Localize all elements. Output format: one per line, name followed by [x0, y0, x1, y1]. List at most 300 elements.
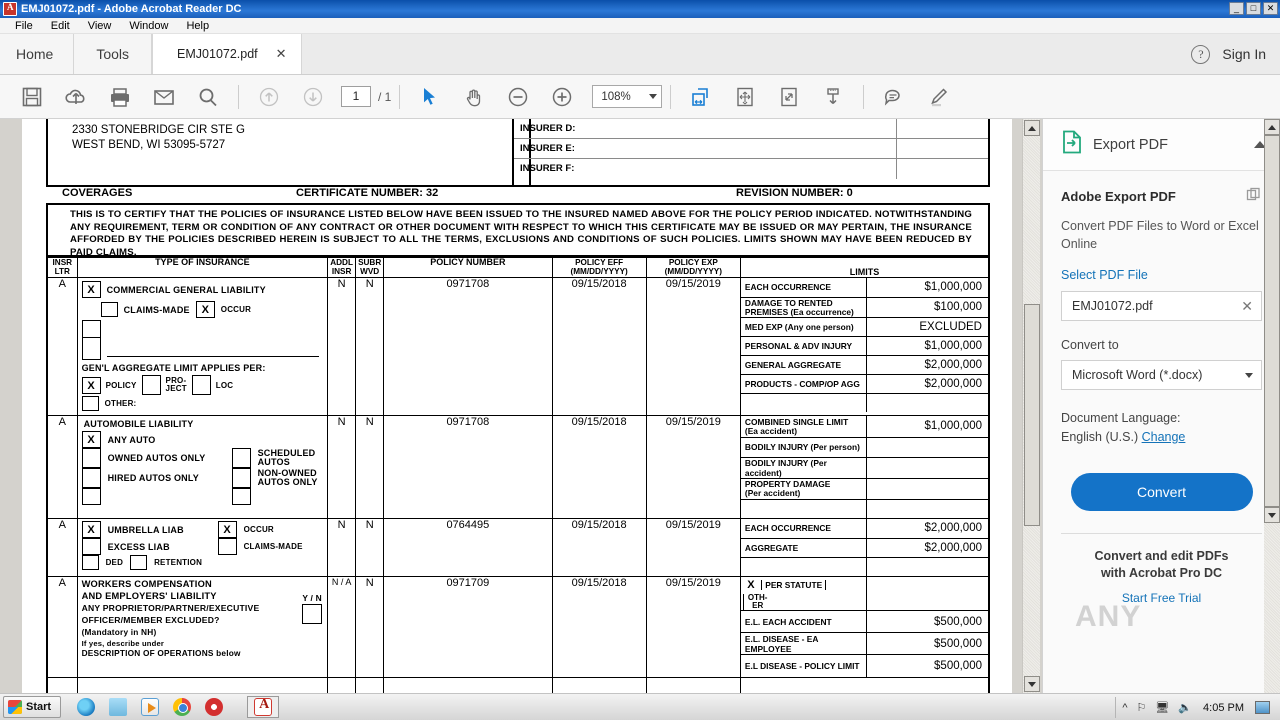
row2-owned-autos-checkbox[interactable] [82, 448, 101, 468]
row1-claims-made-checkbox[interactable] [101, 302, 118, 317]
menu-file[interactable]: File [15, 19, 33, 32]
network-icon[interactable]: 🖥 [1155, 702, 1170, 714]
row1-occur-label: OCCUR [220, 305, 252, 314]
row1-limit-value-6 [866, 393, 988, 412]
limit-row [741, 611, 988, 633]
export-pdf-panel-body [1043, 171, 1280, 605]
main-toolbar [0, 75, 1280, 119]
convert-to-select[interactable] [1061, 360, 1262, 390]
row1-policy-exp: 09/15/2019 [646, 278, 740, 416]
zoom-out-icon[interactable] [496, 75, 540, 119]
minimize-button[interactable]: _ [1229, 2, 1244, 15]
save-icon[interactable] [10, 75, 54, 119]
row2-any-auto-checkbox[interactable]: X [82, 431, 101, 448]
row4-limit-label-0: E.L. EACH ACCIDENT [741, 611, 866, 633]
limit-row [741, 317, 988, 336]
menu-help[interactable]: Help [186, 19, 210, 32]
row1-claims-made-label: CLAIMS-MADE [123, 304, 190, 315]
tab-strip [0, 34, 1280, 75]
tab-close-icon[interactable]: ✕ [275, 46, 287, 61]
row1-insr-ltr: A [47, 278, 77, 416]
limit-row [741, 297, 988, 317]
header-subr-wvd [356, 258, 384, 278]
row1-limits-cell [740, 278, 989, 416]
header-wvd: WVD [360, 267, 380, 276]
highlight-pen-icon[interactable] [916, 75, 960, 119]
address-line-1: 2330 STONEBRIDGE CIR STE G [72, 124, 245, 136]
row3-limits-table [741, 519, 988, 576]
row1-type-title: COMMERCIAL GENERAL LIABILITY [106, 284, 266, 295]
search-icon[interactable] [186, 75, 230, 119]
row1-project-label [166, 377, 187, 393]
tab-home[interactable]: Home [0, 34, 74, 74]
insurer-d-label: INSURER D: [514, 119, 897, 138]
row2-limit-label-1: BODILY INJURY (Per person) [741, 437, 866, 457]
limit-row [741, 499, 988, 518]
row1-limit-label-3: PERSONAL & ADV INJURY [741, 336, 866, 355]
header-subr: SUBR [358, 258, 382, 267]
insurer-row-e [514, 139, 988, 159]
media-player-icon[interactable] [141, 698, 159, 716]
revision-number-label: REVISION NUMBER: 0 [736, 187, 853, 199]
insurer-row-d [514, 119, 988, 139]
opera-icon[interactable] [205, 698, 223, 716]
row4-policy-number: 0971709 [384, 577, 552, 678]
row2-type-title: AUTOMOBILE LIABILITY [83, 419, 194, 429]
row1-project-label-2: JECT [165, 384, 187, 393]
row1-policy-label: POLICY [105, 380, 137, 390]
window-title-bar [0, 0, 1280, 18]
limit-row [741, 355, 988, 374]
toolbar-separator-3 [670, 85, 671, 109]
table-header-row [47, 258, 989, 278]
row3-limit-value-1: $2,000,000 [866, 538, 988, 557]
scroll-down-button[interactable] [1024, 676, 1040, 692]
row1-limit-label-1a: DAMAGE TO RENTED [744, 297, 833, 308]
row3-type-cell [77, 519, 328, 577]
row4-wc-line4: OFFICER/MEMBER EXCLUDED? [81, 615, 220, 625]
row3-excess-checkbox[interactable] [82, 538, 101, 555]
header-policy-eff-2: (MM/DD/YYYY) [570, 267, 628, 276]
sign-in-button[interactable]: Sign In [1222, 46, 1266, 62]
row2-policy-exp: 09/15/2019 [646, 416, 740, 519]
row2-hired-autos-label: HIRED AUTOS ONLY [107, 473, 199, 483]
document-language-label: Document Language: [1061, 411, 1181, 425]
certificate-number-label: CERTIFICATE NUMBER: 32 [296, 187, 439, 199]
panel-divider [1061, 533, 1262, 534]
insurer-e-label: INSURER E: [514, 139, 897, 158]
row2-limits-table [741, 416, 988, 518]
row2-limit-label-0a: COMBINED SINGLE LIMIT [744, 416, 849, 427]
row4-limit-label-2: E.L DISEASE - POLICY LIMIT [744, 660, 860, 671]
row2-blank-checkbox-1[interactable] [82, 488, 101, 505]
close-button[interactable]: ✕ [1263, 2, 1278, 15]
row1-subr-wvd: N [356, 278, 384, 416]
row4-wc-line3: ANY PROPRIETOR/PARTNER/EXECUTIVE [81, 603, 260, 613]
row3-limits-cell [740, 519, 989, 577]
start-button[interactable] [3, 696, 61, 718]
export-pdf-title: Export PDF [1093, 136, 1168, 153]
row3-policy-exp: 09/15/2019 [646, 519, 740, 577]
row3-excess-label: EXCESS LIAB [107, 541, 170, 552]
table-row [47, 577, 989, 678]
row3-insr-ltr: A [47, 519, 77, 577]
page-total-label: / 1 [378, 89, 392, 104]
limit-row [741, 538, 988, 557]
limit-row [741, 416, 988, 437]
header-policy-eff [552, 258, 646, 278]
row1-limit-label-6 [741, 393, 866, 412]
row2-limit-value-2 [866, 457, 988, 478]
row1-limit-label-0: EACH OCCURRENCE [741, 278, 866, 297]
chrome-icon[interactable] [173, 698, 191, 716]
header-type-of-insurance: TYPE OF INSURANCE [77, 258, 328, 278]
row2-policy-number: 0971708 [384, 416, 552, 519]
row4-limit-value-0: $500,000 [866, 611, 988, 633]
row4-wc-line5: (Mandatory in NH) [81, 627, 157, 637]
row5-addl-insr [328, 677, 356, 693]
row5-limits-cell [740, 677, 989, 693]
row4-per-statute-checkbox[interactable]: X [743, 577, 759, 594]
row4-addl-insr: N / A [328, 577, 356, 678]
insurer-row-f [514, 159, 988, 179]
row2-insr-ltr: A [47, 416, 77, 519]
header-ltr: LTR [54, 267, 70, 276]
row1-other-checkbox[interactable] [82, 396, 99, 411]
show-hidden-icons-icon[interactable]: ^ [1122, 701, 1128, 714]
document-language-row [1061, 428, 1262, 447]
row4-wc-line1: WORKERS COMPENSATION [81, 579, 212, 589]
row1-limit-value-2: EXCLUDED [866, 317, 988, 336]
header-insr2: INSR [331, 267, 352, 276]
row5-policy-eff [552, 677, 646, 693]
row2-scheduled-1: SCHEDULED [257, 448, 316, 458]
row1-limit-label-2: MED EXP (Any one person) [741, 317, 866, 336]
adobe-export-pdf-heading-row [1061, 187, 1262, 206]
row2-scheduled-autos-label [258, 449, 316, 467]
coverages-header-line [46, 187, 990, 203]
row1-limit-value-5: $2,000,000 [866, 374, 988, 393]
tab-tools[interactable]: Tools [74, 34, 152, 74]
address-line-2: WEST BEND, WI 53095-5727 [72, 139, 226, 151]
selected-file-name: EMJ01072.pdf [1072, 299, 1153, 313]
row3-limit-value-0: $2,000,000 [866, 519, 988, 538]
scrollbar-thumb[interactable] [1024, 304, 1040, 526]
row2-limit-label-3b: (Per accident) [744, 488, 801, 498]
row2-limit-label-3a: PROPERTY DAMAGE [744, 479, 831, 489]
system-tray [1115, 697, 1276, 718]
document-language-value: English (U.S.) [1061, 430, 1139, 444]
header-insr: INSR [52, 258, 73, 267]
panel-scroll-up-button[interactable] [1264, 119, 1280, 135]
row1-limit-label-1 [741, 297, 866, 317]
windows-taskbar [0, 693, 1280, 720]
document-language-block [1061, 409, 1262, 447]
row5-policy-number [384, 677, 552, 693]
row4-other-1: OTH- [747, 593, 768, 602]
taskbar-acrobat-task[interactable] [247, 696, 279, 718]
row3-policy-eff: 09/15/2018 [552, 519, 646, 577]
table-row [47, 519, 989, 577]
window-title: EMJ01072.pdf - Adobe Acrobat Reader DC [21, 3, 242, 15]
row2-addl-insr: N [328, 416, 356, 519]
row3-policy-number: 0764495 [384, 519, 552, 577]
row2-limit-value-3 [866, 478, 988, 499]
row5-policy-exp [646, 677, 740, 693]
document-viewport[interactable] [0, 119, 1042, 693]
header-limits: LIMITS [740, 258, 989, 278]
menu-edit[interactable]: Edit [50, 19, 70, 32]
row1-blank-checkbox-2[interactable] [82, 338, 101, 360]
menu-window[interactable]: Window [129, 19, 169, 32]
limit-row [741, 336, 988, 355]
zoom-in-icon[interactable] [540, 75, 584, 119]
flag-icon[interactable]: ⚐ [1136, 702, 1147, 714]
row3-occur-checkbox[interactable]: X [218, 521, 237, 538]
row2-nonowned-1: NON-OWNED [257, 468, 317, 478]
table-row [47, 278, 989, 416]
table-row [47, 416, 989, 519]
chevron-down-icon[interactable] [649, 94, 657, 99]
table-row-partial [47, 677, 989, 693]
convert-to-label: Convert to [1061, 338, 1119, 352]
row3-claims-made-label: CLAIMS-MADE [243, 542, 303, 551]
row1-other-label: OTHER: [104, 399, 137, 408]
row4-insr-ltr: A [47, 577, 77, 678]
row1-limit-label-5: PRODUCTS - COMP/OP AGG [741, 374, 866, 393]
limit-row [741, 278, 988, 297]
tab-strip-filler [302, 34, 1192, 74]
row2-owned-autos-label: OWNED AUTOS ONLY [107, 453, 206, 463]
coverage-table [46, 257, 990, 693]
row1-limit-value-3: $1,000,000 [866, 336, 988, 355]
clear-file-icon[interactable]: ✕ [1241, 297, 1253, 314]
watermark-text: ANY [1075, 600, 1142, 633]
toolbar-separator-2 [399, 85, 400, 109]
header-insr-ltr [47, 258, 77, 278]
row1-agg-limit-label: GEN'L AGGREGATE LIMIT APPLIES PER: [81, 363, 266, 373]
copy-icon[interactable] [1246, 187, 1262, 206]
convert-button[interactable]: Convert [1071, 473, 1253, 511]
comment-icon[interactable] [872, 75, 916, 119]
header-addl: ADDL [330, 258, 353, 267]
account-area [1191, 34, 1280, 74]
volume-icon[interactable]: 🔈 [1178, 702, 1193, 714]
row2-policy-eff: 09/15/2018 [552, 416, 646, 519]
menu-bar [0, 18, 1280, 34]
help-icon[interactable]: ? [1191, 45, 1210, 64]
row2-type-cell [77, 416, 328, 519]
taskbar-clock[interactable]: 4:05 PM [1203, 701, 1244, 714]
row3-umbrella-label: UMBRELLA LIAB [107, 524, 184, 535]
row2-limit-label-0b: (Ea accident) [744, 425, 798, 436]
row3-limit-label-2 [741, 557, 866, 576]
row1-policy-eff: 09/15/2018 [552, 278, 646, 416]
panel-scrollbar-thumb[interactable] [1264, 135, 1280, 507]
row2-limits-cell [740, 416, 989, 519]
row3-ded-label: DED [105, 558, 124, 567]
row4-other-label [743, 594, 768, 610]
toolbar-separator-4 [863, 85, 864, 109]
row3-retention-checkbox[interactable] [130, 555, 147, 570]
row4-limit-label-1: E.L. DISEASE - EA EMPLOYEE [741, 633, 866, 655]
row1-policy-checkbox[interactable]: X [82, 377, 101, 394]
row3-umbrella-checkbox[interactable]: X [82, 521, 101, 538]
limit-row [741, 393, 988, 412]
row4-limit-value-2: $500,000 [866, 655, 988, 677]
row1-policy-number: 0971708 [384, 278, 552, 416]
row2-limit-value-0: $1,000,000 [866, 416, 988, 437]
row4-other-2: ER [752, 601, 764, 610]
insurer-f-label: INSURER F: [514, 159, 897, 179]
row4-policy-exp: 09/15/2019 [646, 577, 740, 678]
toolbar-separator-1 [238, 85, 239, 109]
row4-policy-eff: 09/15/2018 [552, 577, 646, 678]
row1-limits-table [741, 278, 988, 412]
zoom-level-value: 108% [601, 90, 631, 103]
header-policy-exp [646, 258, 740, 278]
certification-paragraph: THIS IS TO CERTIFY THAT THE POLICIES OF INSURANCE LISTED BELOW HAVE BEEN ISSUED TO THE INSURED NAMED ABOVE FOR THE POLICY PERIOD INDICATED. NOTWITHSTANDING ANY REQUIREMENT, TERM OR CONDITION OF ANY CONTRACT OR OTHER DOCUMENT WITH RESPECT TO WHICH THIS CERTIFICATE MAY BE ISSUED OR MAY PERTAIN, THE INSURANCE AFFORDED BY THE POLICIES DESCRIBED HEREIN IS SUBJECT TO ALL THE TERMS, EXCLUSIONS AND CONDITIONS OF SUCH POLICIES. LIMITS SHOWN MAY HAVE BEEN REDUCED BY PAID CLAIMS. [46, 203, 990, 257]
download-icon[interactable] [811, 75, 855, 119]
print-icon[interactable] [98, 75, 142, 119]
maximize-button[interactable]: □ [1246, 2, 1261, 15]
row4-wc-line7: DESCRIPTION OF OPERATIONS below [81, 648, 241, 658]
limit-row [741, 557, 988, 576]
selected-file-field[interactable] [1061, 291, 1262, 321]
row3-limit-label-0: EACH OCCURRENCE [741, 519, 866, 538]
quick-launch-bar [77, 696, 279, 718]
row1-limit-value-1: $100,000 [866, 297, 988, 317]
row4-limits-cell [740, 577, 989, 678]
limit-row [741, 655, 988, 677]
row2-limit-value-4 [866, 499, 988, 518]
row4-per-statute-label: PER STATUTE [761, 580, 826, 590]
scroll-up-button[interactable] [1024, 120, 1040, 136]
header-policy-exp-1: POLICY EXP [668, 258, 718, 267]
header-addl-insr [328, 258, 356, 278]
change-language-link[interactable]: Change [1141, 430, 1186, 444]
row4-type-cell [77, 577, 328, 678]
promo-text [1061, 548, 1262, 582]
row5-type-cell [77, 677, 328, 693]
start-free-trial-link[interactable]: Start Free Trial [1121, 591, 1202, 605]
upload-cloud-icon[interactable] [54, 75, 98, 119]
row3-occur-label: OCCUR [243, 525, 274, 534]
row2-limit-label-4 [741, 499, 866, 518]
email-icon[interactable] [142, 75, 186, 119]
pdf-page [22, 119, 1012, 693]
fit-width-icon[interactable] [679, 75, 723, 119]
limit-row [741, 577, 988, 611]
row4-wc-line6: If yes, describe under [81, 639, 165, 648]
row3-subr-wvd: N [356, 519, 384, 577]
row3-retention-label: RETENTION [154, 558, 203, 567]
row1-loc-checkbox[interactable] [192, 375, 211, 395]
zoom-level-select[interactable] [592, 85, 662, 108]
limit-row [741, 437, 988, 457]
internet-explorer-icon[interactable] [77, 698, 95, 716]
row2-limit-label-0 [741, 416, 866, 437]
row1-addl-insr: N [328, 278, 356, 416]
row4-yn-group [302, 593, 322, 624]
row1-project-label-1: PRO- [165, 376, 187, 385]
folder-icon[interactable] [109, 698, 127, 716]
pan-page-icon[interactable] [723, 75, 767, 119]
row3-ded-checkbox[interactable] [82, 555, 99, 570]
panel-vertical-scrollbar[interactable] [1264, 119, 1280, 693]
row2-hired-autos-checkbox[interactable] [82, 468, 101, 488]
limit-row [741, 633, 988, 655]
row3-claims-made-checkbox[interactable] [218, 538, 237, 555]
hand-icon[interactable] [452, 75, 496, 119]
row2-nonowned-2: AUTOS ONLY [257, 477, 318, 487]
row4-other-checkbox[interactable] [828, 577, 842, 594]
limit-row [741, 478, 988, 499]
row1-blank-checkbox-1[interactable] [82, 320, 101, 338]
row4-per-statute-cell [741, 577, 866, 611]
row1-type-cell [77, 278, 328, 416]
row2-any-auto-label: ANY AUTO [107, 434, 156, 445]
select-cursor-icon[interactable] [408, 75, 452, 119]
promo-line-1: Convert and edit PDFs [1094, 549, 1229, 563]
row1-occur-checkbox[interactable]: X [196, 301, 215, 318]
row1-limit-value-0: $1,000,000 [866, 278, 988, 297]
limit-row [741, 374, 988, 393]
window-controls [1229, 2, 1278, 15]
header-policy-exp-2: (MM/DD/YYYY) [664, 267, 722, 276]
row2-nonowned-autos-checkbox[interactable] [232, 468, 251, 488]
tab-document-label: EMJ01072.pdf [177, 47, 258, 61]
insurers-box [512, 119, 990, 187]
row4-yn-label: Y / N [302, 593, 322, 603]
row4-per-statute-value [866, 577, 988, 611]
fit-page-icon[interactable] [767, 75, 811, 119]
header-policy-number: POLICY NUMBER [384, 258, 552, 278]
panel-scroll-down-button[interactable] [1264, 507, 1280, 523]
document-vertical-scrollbar[interactable] [1022, 119, 1040, 693]
producer-address-box [46, 119, 531, 187]
tab-document[interactable] [152, 34, 302, 74]
row2-nonowned-autos-label [258, 469, 318, 487]
adobe-export-pdf-heading: Adobe Export PDF [1061, 189, 1176, 204]
limit-row [741, 457, 988, 478]
row2-subr-wvd: N [356, 416, 384, 519]
row2-limit-label-3 [741, 478, 866, 499]
row4-subr-wvd: N [356, 577, 384, 678]
select-pdf-file-link[interactable]: Select PDF File [1061, 268, 1148, 282]
row1-limit-value-4: $2,000,000 [866, 355, 988, 374]
row3-addl-insr: N [328, 519, 356, 577]
row2-limit-label-2: BODILY INJURY (Per accident) [741, 457, 866, 478]
export-pdf-panel-header[interactable] [1043, 119, 1280, 171]
row4-yn-checkbox[interactable] [302, 604, 322, 624]
row1-project-checkbox[interactable] [142, 375, 161, 395]
row5-insr-ltr [47, 677, 77, 693]
chevron-down-icon[interactable] [1245, 373, 1253, 378]
convert-to-value: Microsoft Word (*.docx) [1072, 368, 1203, 382]
row2-blank-checkbox-2[interactable] [232, 488, 251, 505]
row1-cgl-checkbox[interactable]: X [82, 281, 101, 298]
row1-loc-label: LOC [215, 380, 234, 390]
promo-line-2: with Acrobat Pro DC [1100, 566, 1223, 580]
previous-page-icon[interactable] [247, 75, 291, 119]
menu-view[interactable]: View [87, 19, 112, 32]
show-desktop-icon[interactable] [1255, 701, 1270, 714]
row2-scheduled-autos-checkbox[interactable] [232, 448, 251, 468]
next-page-icon[interactable] [291, 75, 335, 119]
row2-scheduled-2: AUTOS [257, 457, 290, 467]
page-number-input[interactable]: 1 [341, 86, 371, 107]
